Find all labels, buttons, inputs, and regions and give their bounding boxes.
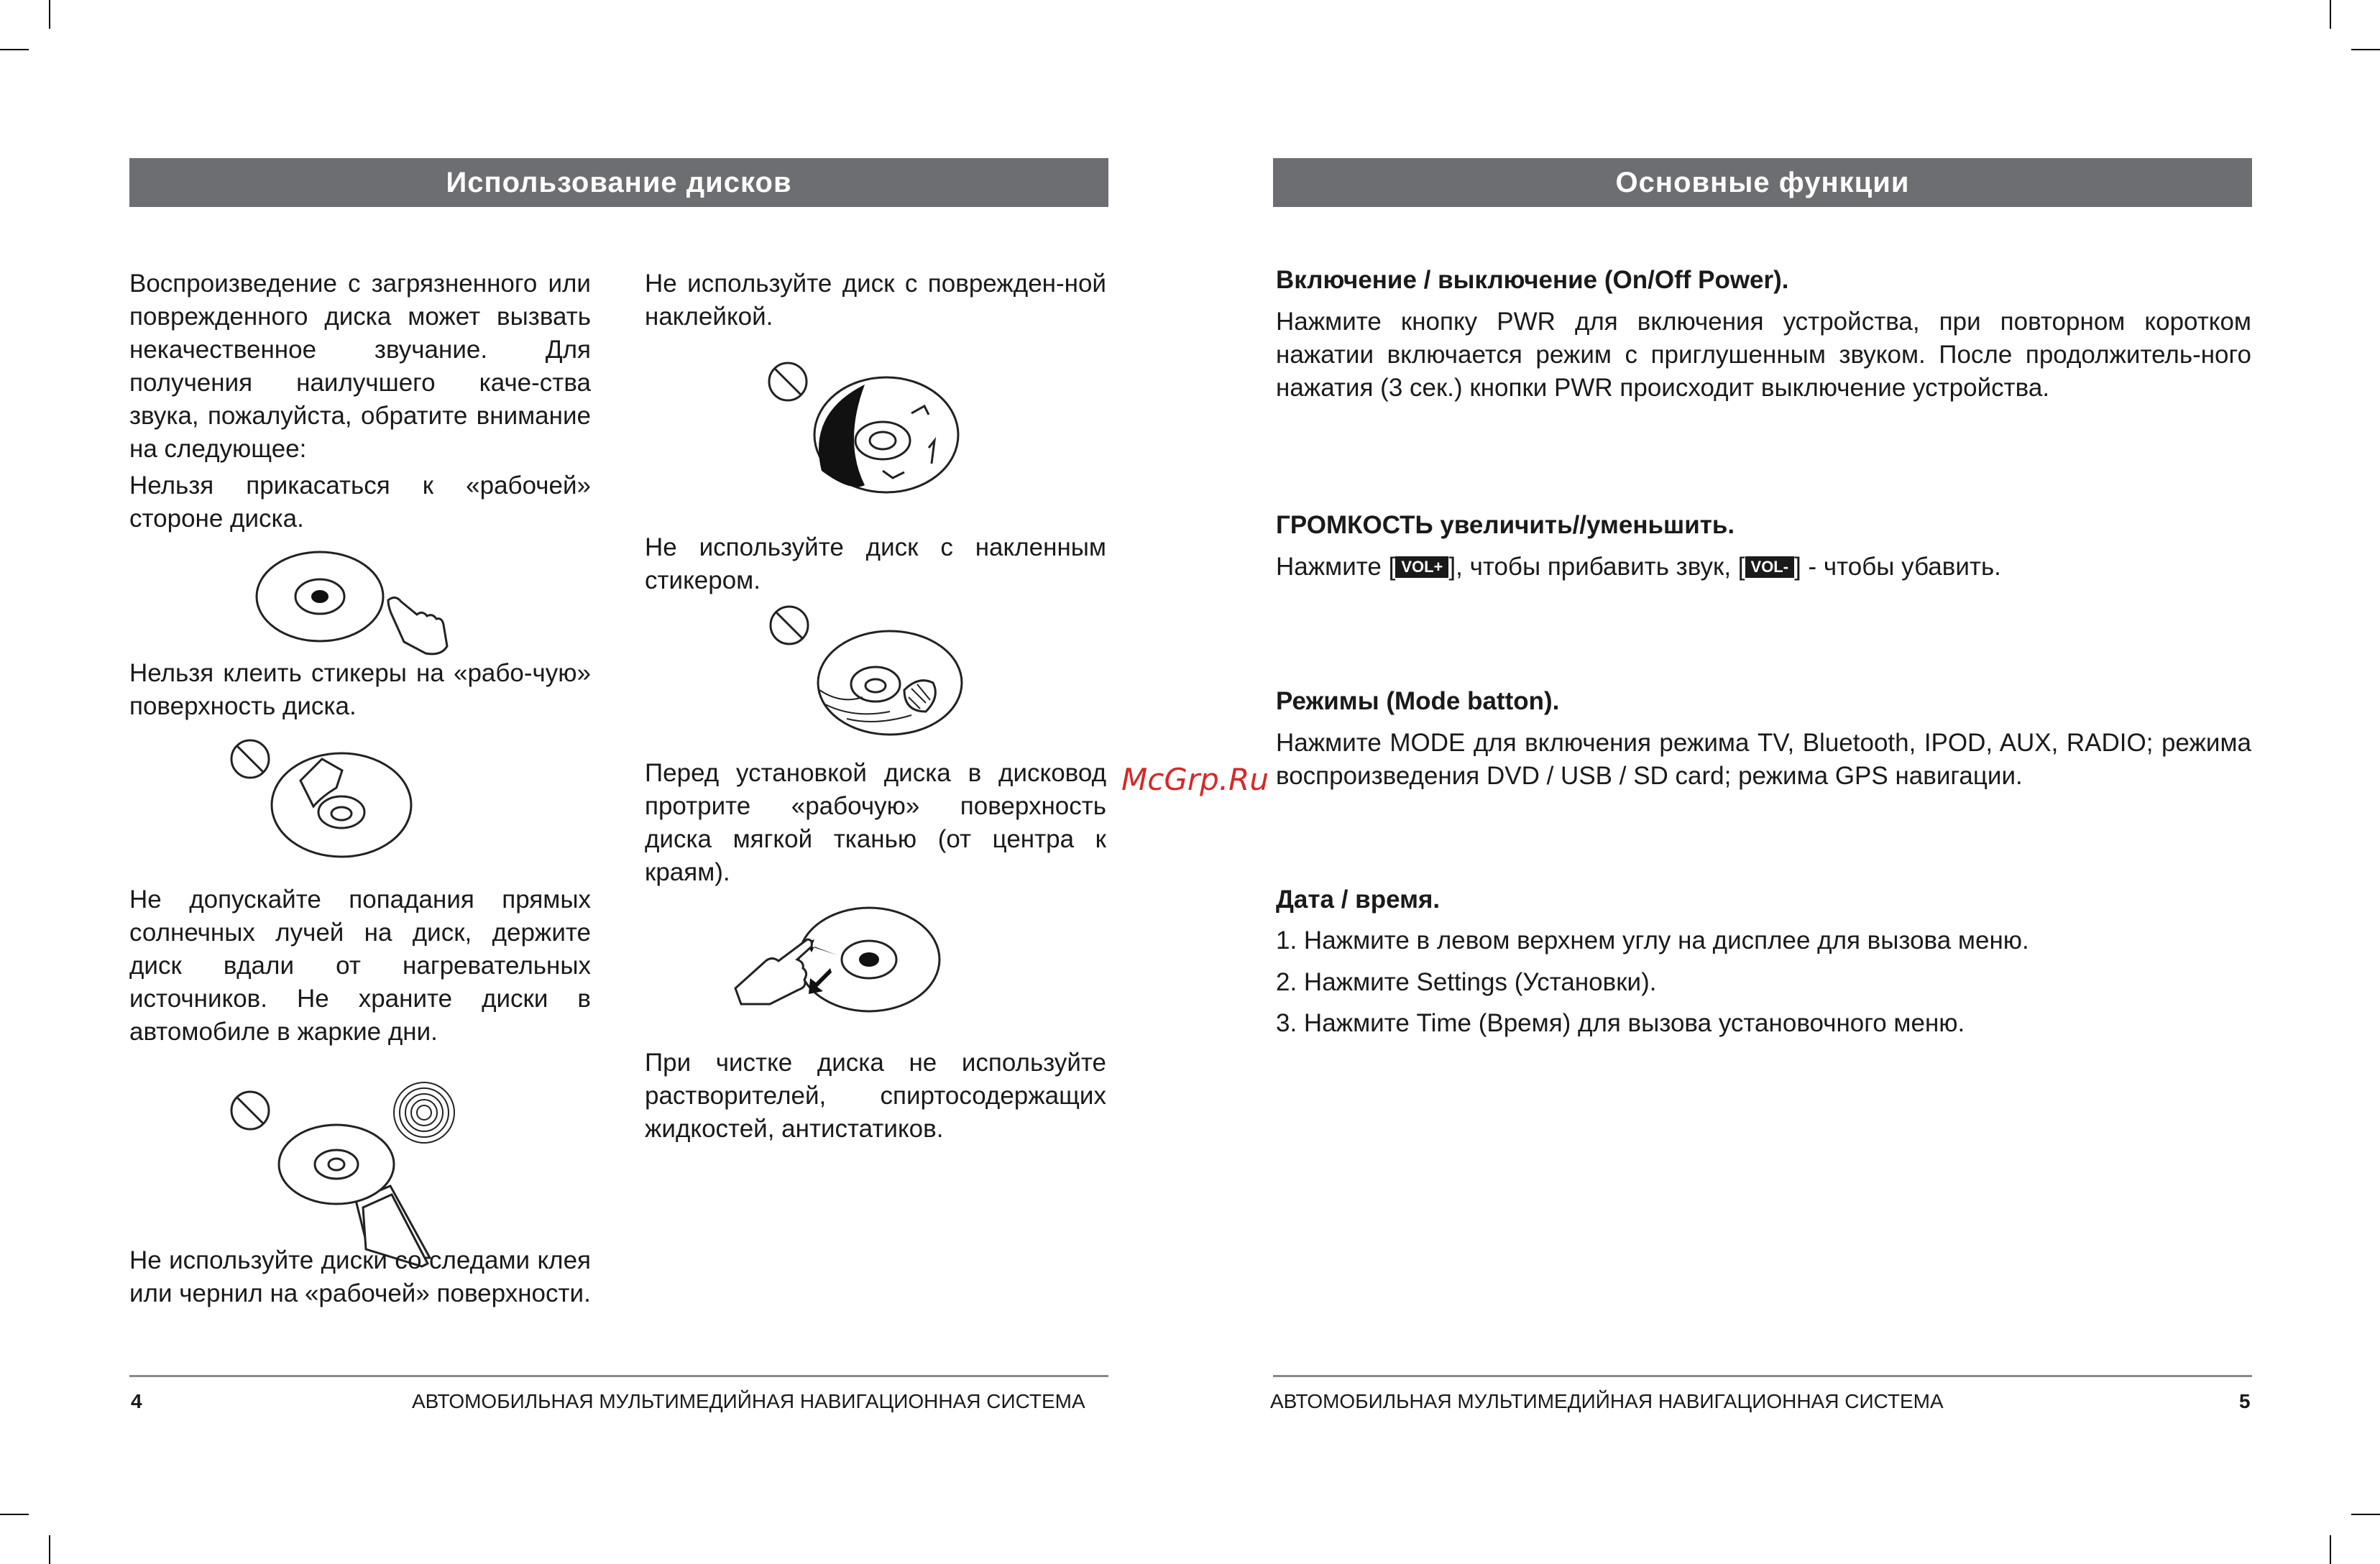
datetime-step-2: 2. Нажмите Settings (Установки). xyxy=(1276,968,1657,996)
right-page-number: 5 xyxy=(2239,1390,2251,1412)
volume-section-title: ГРОМКОСТЬ увеличить//уменьшить. xyxy=(1276,511,1735,539)
crop-mark xyxy=(2351,1514,2380,1515)
crop-mark xyxy=(2351,49,2380,50)
left-footer-title: АВТОМОБИЛЬНАЯ МУЛЬТИМЕДИЙНАЯ НАВИГАЦИОННАЯ СИСТЕМА xyxy=(412,1390,1085,1412)
watermark: McGrp.Ru xyxy=(1121,762,1269,797)
left-col1-paragraph-1: Воспроизведение с загрязненного или поврежденного диска может вызвать некачественное звучание. Для получения наилучшего каче-ства звука, пожалуйста, обратите внимание на следующее: xyxy=(129,270,591,463)
crop-mark xyxy=(49,1535,50,1564)
left-col2-paragraph-4: При чистке диска не используйте растворителей, спиртосодержащих жидкостей, антистатиков. xyxy=(645,1049,1106,1143)
left-col1-paragraph-3: Нельзя клеить стикеры на «рабо-чую» поверхность диска. xyxy=(129,659,591,720)
volume-section-text xyxy=(1276,551,2001,584)
mode-section-title: Режимы (Mode batton). xyxy=(1276,687,1560,715)
right-footer-line xyxy=(1273,1375,2252,1377)
vol-plus-key: VOL+ xyxy=(1395,556,1448,578)
crop-mark xyxy=(0,49,29,50)
disc-sticker-illustration xyxy=(223,733,417,862)
left-col1-paragraph-5: Не используйте диски со следами клея или чернил на «рабочей» поверхности. xyxy=(129,1246,591,1307)
vol-minus-key: VOL- xyxy=(1745,556,1795,578)
crop-mark xyxy=(2330,1535,2331,1564)
power-section-title: Включение / выключение (On/Off Power). xyxy=(1276,266,1789,294)
left-col2-paragraph-3: Перед установкой диска в дисковод протрите «рабочую» поверхность диска мягкой тканью (от центра к краям). xyxy=(645,759,1106,886)
crop-mark xyxy=(49,0,50,29)
disc-heat-illustration xyxy=(223,1078,453,1236)
datetime-section-title: Дата / время. xyxy=(1276,886,1441,914)
right-footer-title: АВТОМОБИЛЬНАЯ МУЛЬТИМЕДИЙНАЯ НАВИГАЦИОННАЯ СИСТЕМА xyxy=(1270,1390,1944,1412)
right-header-bar: Основные функции xyxy=(1273,158,2252,207)
crop-mark xyxy=(0,1514,29,1515)
mode-section-text: Нажмите MODE для включения режима TV, Bluetooth, IPOD, AUX, RADIO; режима воспроизведения DVD / USB / SD card; режима GPS навигации. xyxy=(1276,729,2251,790)
left-footer-line xyxy=(129,1375,1108,1377)
left-col2-paragraph-1: Не используйте диск с поврежден-ной наклейкой. xyxy=(645,270,1106,331)
left-col1-paragraph-2: Нельзя прикасаться к «рабочей» стороне диска. xyxy=(129,472,591,533)
power-section-text: Нажмите кнопку PWR для включения устройства, при повторном коротком нажатии включается режим с приглушенным звуком. После продолжитель-ного нажатия (3 сек.) кнопки PWR происходит выключение устройства. xyxy=(1276,308,2251,402)
disc-damaged-label-illustration xyxy=(768,356,969,500)
volume-text-part-1: Нажмите [ xyxy=(1276,553,1396,581)
volume-text-part-2: ], чтобы прибавить звук, [ xyxy=(1448,553,1745,581)
left-col1-paragraph-4: Не допускайте попадания прямых солнечных лучей на диск, держите диск вдали от нагревательных источников. Не храните диски в автомобиле в жаркие дни. xyxy=(129,886,591,1046)
disc-sticker-attached-illustration xyxy=(768,604,969,748)
disc-wipe-illustration xyxy=(730,902,960,1031)
datetime-step-1: 1. Нажмите в левом верхнем углу на дисплее для вызова меню. xyxy=(1276,926,2029,954)
crop-mark xyxy=(2330,0,2331,29)
left-header-bar: Использование дисков xyxy=(129,158,1108,207)
left-page-number: 4 xyxy=(131,1390,142,1412)
volume-text-part-3: ] - чтобы убавить. xyxy=(1794,553,2001,581)
left-col2-paragraph-2: Не используйте диск с накленным стикером. xyxy=(645,533,1106,594)
datetime-step-3: 3. Нажмите Time (Время) для вызова установочного меню. xyxy=(1276,1009,1965,1037)
disc-touch-illustration xyxy=(255,546,456,654)
